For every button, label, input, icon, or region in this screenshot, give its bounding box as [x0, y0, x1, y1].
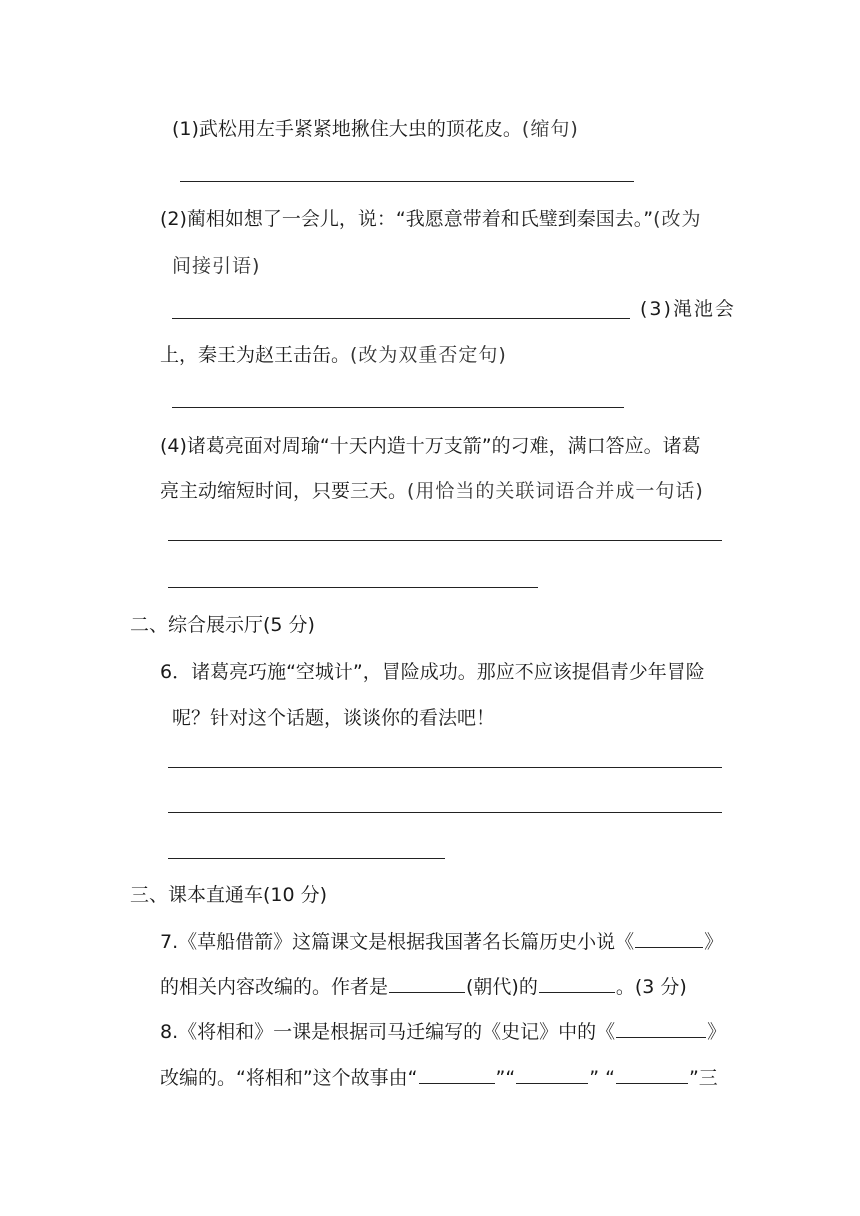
question-1-text: (1)武松用左手紧紧地揪住大虫的顶花皮。	[172, 118, 522, 140]
question-8-text-b: 》	[707, 1021, 727, 1043]
blank-author[interactable]	[539, 974, 615, 993]
question-7-line-2	[160, 974, 687, 1000]
question-7-text-c: 的相关内容改编的。作者是	[160, 976, 389, 998]
question-7-text-e: 。(3 分)	[615, 976, 687, 998]
question-3-instruction: (改为双重否定句)	[350, 344, 507, 366]
question-8-line-1	[160, 1019, 726, 1045]
answer-line-3	[172, 407, 624, 408]
question-7-line-1	[160, 929, 723, 955]
question-2-instruction-cont: 间接引语)	[172, 255, 261, 277]
question-6-line-1: 6．诸葛亮巧施“空城计”，冒险成功。那应不应该提倡青少年冒险	[160, 661, 705, 683]
answer-line-6c	[168, 858, 445, 859]
question-4-line-2	[160, 478, 704, 504]
blank-story-2[interactable]	[516, 1065, 588, 1084]
question-2-text: (2)蔺相如想了一会儿，说：“我愿意带着和氏璧到秦国去。”	[160, 208, 654, 230]
blank-novel-title[interactable]	[635, 929, 703, 948]
section-2-heading: 二、综合展示厅(5 分)	[130, 614, 315, 636]
question-7-text-a: 7.《草船借箭》这篇课文是根据我国著名长篇历史小说《	[160, 931, 635, 953]
question-8-line-2	[160, 1065, 718, 1091]
question-8-text-f: ”三	[688, 1067, 718, 1089]
question-7-text-d: (朝代)的	[466, 976, 538, 998]
answer-line-4b	[168, 587, 538, 588]
blank-chapter-title[interactable]	[616, 1019, 706, 1038]
question-7-text-b: 》	[704, 931, 724, 953]
answer-line-4a	[168, 540, 722, 541]
question-8-text-c: 改编的。“将相和”这个故事由“	[160, 1067, 418, 1089]
question-4-instruction: (用恰当的关联词语合并成一句话)	[407, 480, 704, 502]
blank-dynasty[interactable]	[389, 974, 465, 993]
question-8-text-a: 8.《将相和》一课是根据司马迁编写的《史记》中的《	[160, 1021, 616, 1043]
section-3-heading: 三、课本直通车(10 分)	[130, 884, 328, 906]
question-4-text: 亮主动缩短时间，只要三天。	[160, 480, 408, 502]
question-4-line-1: (4)诸葛亮面对周瑜“十天内造十万支箭”的刁难，满口答应。诸葛	[160, 435, 701, 457]
question-3-start: (3)渑池会	[640, 298, 736, 320]
blank-story-3[interactable]	[616, 1065, 688, 1084]
blank-story-1[interactable]	[419, 1065, 495, 1084]
question-2-line-1	[160, 206, 702, 232]
answer-line-2	[172, 318, 630, 319]
question-6-line-2: 呢？针对这个话题，谈谈你的看法吧！	[172, 707, 496, 729]
question-8-text-e: ” “	[589, 1067, 615, 1089]
question-8-text-d: ”“	[495, 1067, 516, 1089]
answer-line-6b	[168, 812, 722, 813]
answer-line-6a	[168, 767, 722, 768]
question-3-line	[160, 342, 507, 368]
question-2-instruction: (改为	[653, 208, 702, 230]
question-3-text: 上，秦王为赵王击缶。	[160, 344, 351, 366]
answer-line-1	[180, 181, 634, 182]
question-1-instruction: (缩句)	[521, 118, 579, 140]
question-1	[172, 116, 579, 142]
